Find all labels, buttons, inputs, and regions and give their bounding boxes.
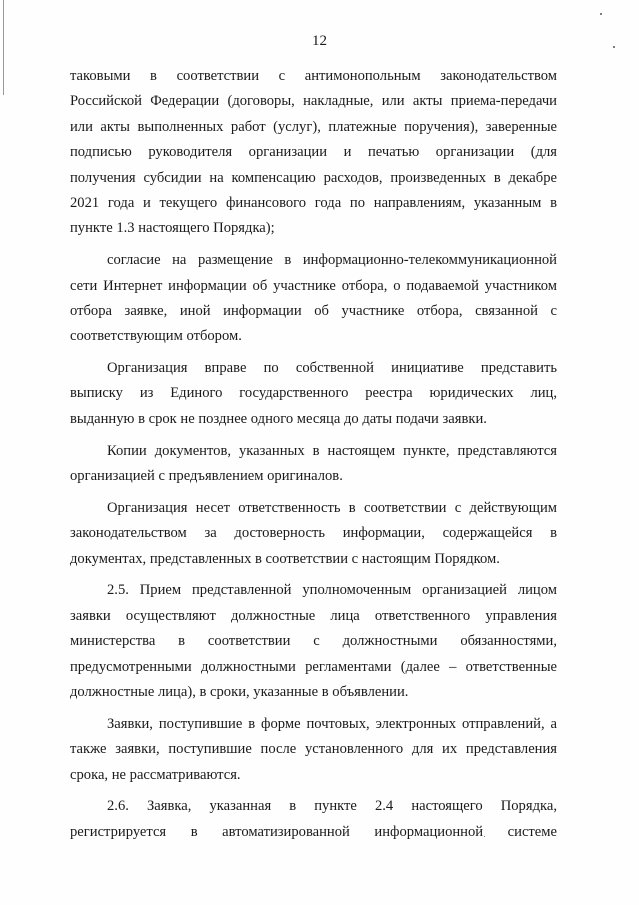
- document-body: [70, 64, 557, 845]
- text-line: 2.6. Заявка, указанная в пункте 2.4 настоящего Порядка,: [107, 798, 557, 815]
- page-number: 12: [312, 33, 327, 49]
- text-line: документах, представленных в соответствии с настоящим Порядком.: [70, 550, 500, 567]
- paragraph-p6: [70, 578, 557, 705]
- text-line: таковыми в соответствии с антимонопольным законодательством: [70, 68, 557, 84]
- text-line: предусмотренными должностными регламентами (далее – ответственные: [70, 658, 557, 675]
- text-line: Организация вправе по собственной инициативе представить: [107, 360, 557, 377]
- paragraph-p1: [70, 64, 557, 242]
- paragraph-p2: [70, 248, 557, 350]
- scan-speck: [600, 13, 602, 15]
- text-line: пункте 1.3 настоящего Порядка);: [70, 220, 275, 237]
- text-line: получения субсидии на компенсацию расходов, произведенных в декабре: [70, 169, 557, 186]
- paragraph-p4: [70, 439, 557, 490]
- text-line: законодательством за достоверность информации, содержащейся в: [70, 525, 557, 542]
- text-line: министерства в соответствии с должностными обязанностями,: [70, 633, 557, 650]
- text-line: Российской Федерации (договоры, накладные, или акты приема-передачи: [70, 93, 557, 110]
- text-line: Организация несет ответственность в соответствии с действующим: [107, 499, 557, 516]
- paragraph-p3: [70, 356, 557, 432]
- text-line: выписку из Единого государственного реестра юридических лиц,: [70, 385, 557, 402]
- text-line: выданную в срок не позднее одного месяца до даты подачи заявки.: [70, 410, 487, 427]
- paragraph-p5: [70, 496, 557, 572]
- text-line: сети Интернет информации об участнике отбора, о подаваемой участником: [70, 277, 557, 294]
- paragraph-p7: [70, 712, 557, 788]
- text-line: или акты выполненных работ (услуг), платежные поручения), заверенные: [70, 118, 557, 135]
- text-line: подписью руководителя организации и печатью организации (для: [70, 144, 557, 161]
- text-line: соответствующим отбором.: [70, 328, 242, 345]
- text-line: должностные лица), в сроки, указанные в объявлении.: [70, 683, 409, 700]
- text-line: отбора заявке, иной информации об участнике отбора, связанной с: [70, 302, 557, 319]
- text-line: регистрируется в автоматизированной информационной системе: [70, 823, 557, 840]
- text-line: срока, не рассматриваются.: [70, 766, 241, 783]
- text-line: заявки осуществляют должностные лица ответственного управления: [70, 607, 557, 624]
- text-line: Заявки, поступившие в форме почтовых, электронных отправлений, а: [107, 715, 557, 732]
- text-line: 2.5. Прием представленной уполномоченным организацией лицом: [107, 582, 557, 599]
- paragraph-p8: [70, 794, 557, 845]
- text-line: организацией с предъявлением оригиналов.: [70, 468, 343, 485]
- text-line: согласие на размещение в информационно-телекоммуникационной: [107, 252, 557, 269]
- text-line: 2021 года и текущего финансового года по направлениям, указанным в: [70, 194, 557, 211]
- text-line: также заявки, поступившие после установленного для их представления: [70, 741, 557, 758]
- text-line: Копии документов, указанных в настоящем пункте, представляются: [107, 442, 557, 459]
